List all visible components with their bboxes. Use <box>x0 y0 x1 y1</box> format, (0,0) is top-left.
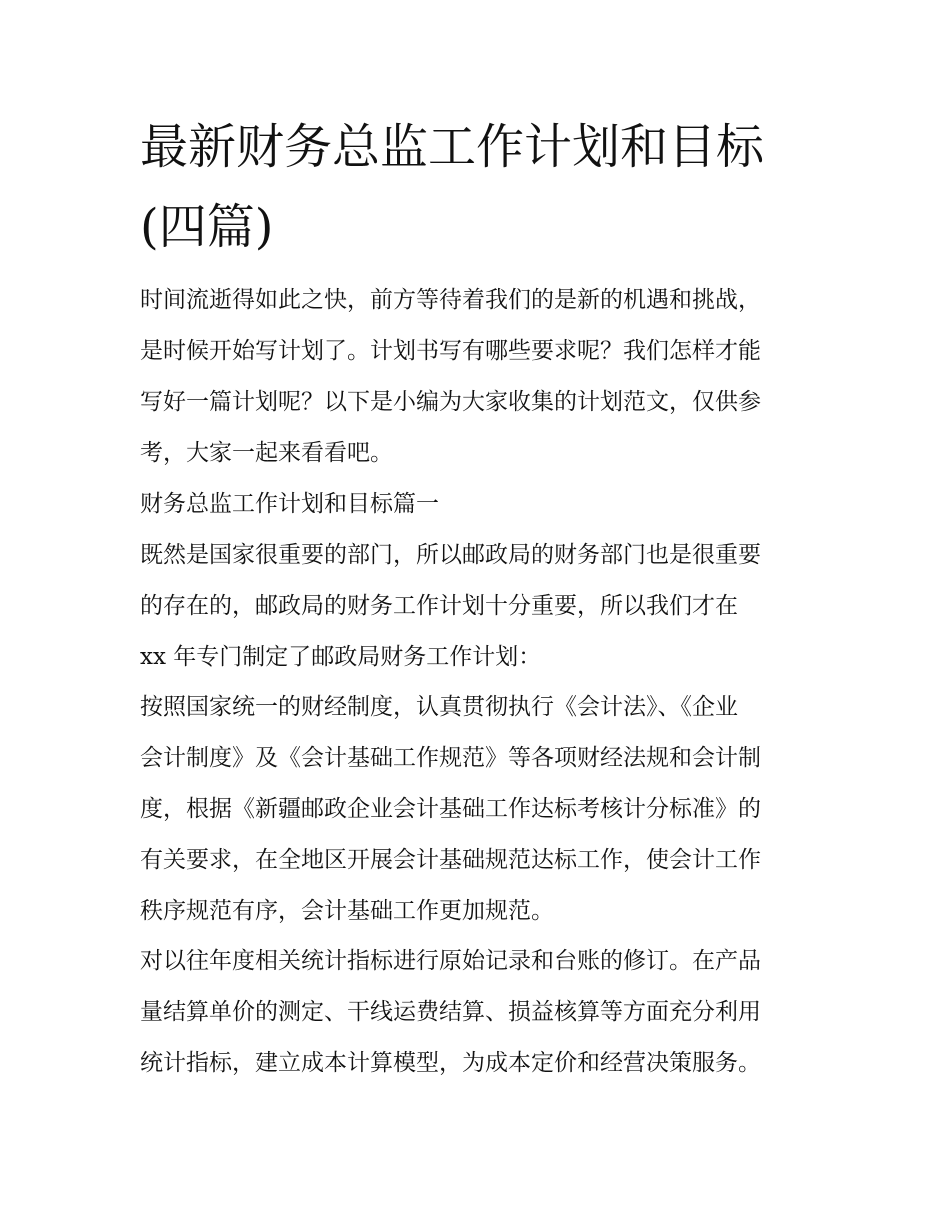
intro-line-2: 是时候开始写计划了。计划书写有哪些要求呢？我们怎样才能 <box>140 338 761 364</box>
body-line-11: 统计指标，建立成本计算模型，为成本定价和经营决策服务。 <box>140 1050 761 1076</box>
body-line-5: 会计制度》及《会计基础工作规范》等各项财经法规和会计制 <box>140 745 761 771</box>
intro-line-3: 写好一篇计划呢？以下是小编为大家收集的计划范文，仅供参 <box>140 389 761 415</box>
body-line-1: 既然是国家很重要的部门，所以邮政局的财务部门也是很重要 <box>140 542 761 568</box>
section-heading: 财务总监工作计划和目标篇一 <box>140 491 439 517</box>
body-line-9: 对以往年度相关统计指标进行原始记录和台账的修订。在产品 <box>140 948 761 974</box>
intro-line-1: 时间流逝得如此之快，前方等待着我们的是新的机遇和挑战， <box>140 287 761 313</box>
body-line-2: 的存在的，邮政局的财务工作计划十分重要，所以我们才在 <box>140 593 738 619</box>
document-title-line-1: 最新财务总监工作计划和目标 <box>140 119 765 175</box>
body-line-10: 量结算单价的测定、干线运费结算、损益核算等方面充分利用 <box>140 999 761 1025</box>
body-line-8: 秩序规范有序，会计基础工作更加规范。 <box>140 898 554 924</box>
document-title-line-2: (四篇) <box>140 199 274 255</box>
body-line-4: 按照国家统一的财经制度，认真贯彻执行《会计法》、《企业 <box>140 694 738 720</box>
body-line-6: 度，根据《新疆邮政企业会计基础工作达标考核计分标准》的 <box>140 796 761 822</box>
intro-line-4: 考，大家一起来看看吧。 <box>140 440 393 466</box>
body-line-7: 有关要求，在全地区开展会计基础规范达标工作，使会计工作 <box>140 847 761 873</box>
body-line-3: xx 年专门制定了邮政局财务工作计划： <box>140 644 542 670</box>
